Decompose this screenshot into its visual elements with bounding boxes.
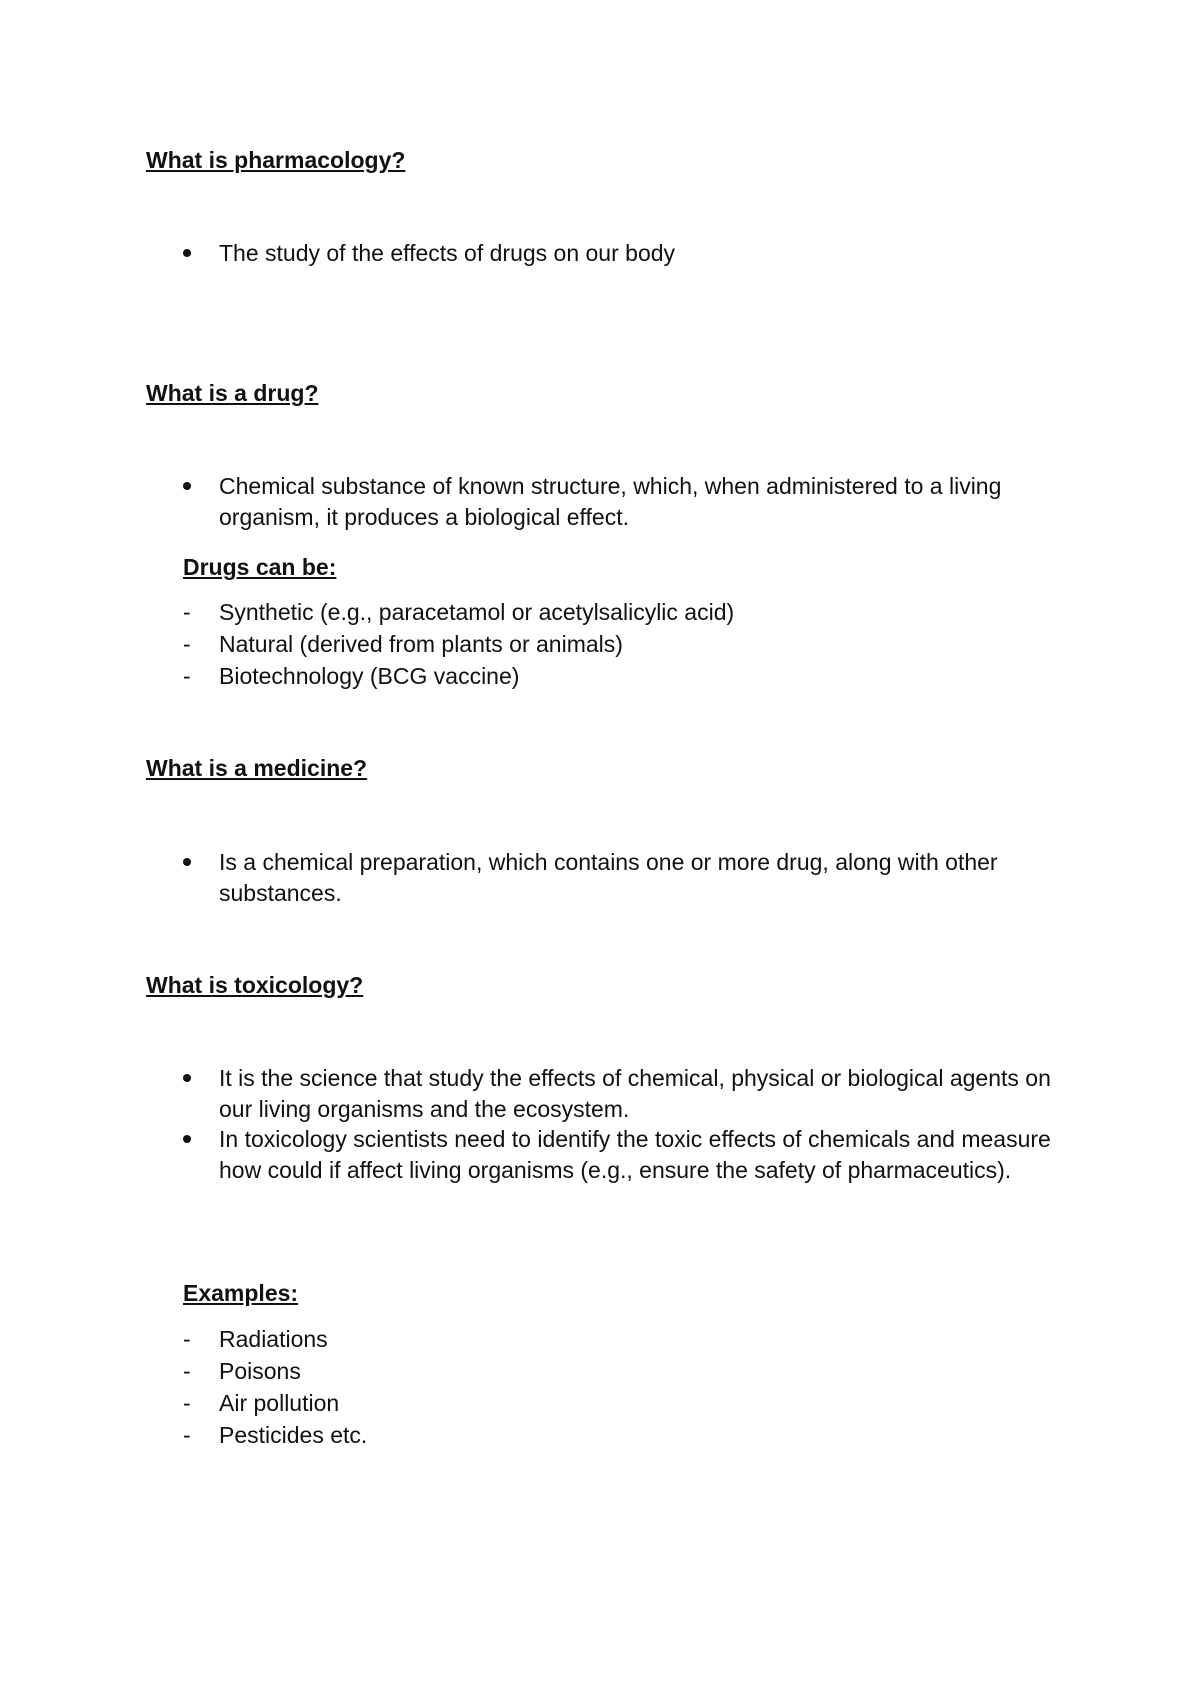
bullet-text: Chemical substance of known structure, which, when administered to a living organism, it produces a biological effect.: [219, 473, 1002, 530]
bullet-item: [183, 1063, 1063, 1124]
heading-toxicology: What is toxicology?: [146, 972, 364, 998]
list-item-text: Biotechnology (BCG vaccine): [219, 663, 520, 689]
bullet-item: [183, 847, 1063, 908]
list-item: [183, 596, 1063, 628]
bullet-text: In toxicology scientists need to identify the toxic effects of chemicals and measure how could if affect living organisms (e.g., ensure the safety of pharmaceutics).: [219, 1126, 1051, 1183]
subheading-drugs-can-be: Drugs can be:: [183, 554, 337, 580]
bullet-item: [183, 238, 1063, 269]
subheading-examples: Examples:: [183, 1280, 299, 1306]
list-item: [183, 1387, 1063, 1419]
list-item-text: Poisons: [219, 1358, 301, 1384]
dash-list-drug-types: [183, 596, 1063, 692]
dash-marker: -: [183, 1358, 191, 1384]
heading-pharmacology: What is pharmacology?: [146, 147, 406, 173]
dash-marker: -: [183, 663, 191, 689]
bullet-item: [183, 1124, 1063, 1185]
bullet-dot-icon: [183, 1074, 191, 1082]
bullet-dot-icon: [183, 482, 191, 490]
list-item: [183, 1419, 1063, 1451]
bullet-text: It is the science that study the effects of chemical, physical or biological agents on our living organisms and the ecosystem.: [219, 1065, 1051, 1122]
dash-marker: -: [183, 1390, 191, 1416]
bullet-text: The study of the effects of drugs on our body: [219, 240, 676, 266]
list-item: [183, 660, 1063, 692]
list-item-text: Pesticides etc.: [219, 1422, 368, 1448]
list-item-text: Radiations: [219, 1326, 328, 1352]
bullet-dot-icon: [183, 858, 191, 866]
list-item: [183, 628, 1063, 660]
dash-list-examples: [183, 1323, 1063, 1451]
dash-marker: -: [183, 1326, 191, 1352]
dash-marker: -: [183, 631, 191, 657]
list-item-text: Synthetic (e.g., paracetamol or acetylsalicylic acid): [219, 599, 735, 625]
list-item: [183, 1355, 1063, 1387]
list-item-text: Air pollution: [219, 1390, 340, 1416]
bullet-dot-icon: [183, 1135, 191, 1143]
heading-drug: What is a drug?: [146, 380, 319, 406]
bullet-text: Is a chemical preparation, which contains one or more drug, along with other substances.: [219, 849, 998, 906]
dash-marker: -: [183, 599, 191, 625]
heading-medicine: What is a medicine?: [146, 755, 368, 781]
bullet-item: [183, 471, 1063, 532]
bullet-dot-icon: [183, 249, 191, 257]
list-item: [183, 1323, 1063, 1355]
list-item-text: Natural (derived from plants or animals): [219, 631, 623, 657]
dash-marker: -: [183, 1422, 191, 1448]
